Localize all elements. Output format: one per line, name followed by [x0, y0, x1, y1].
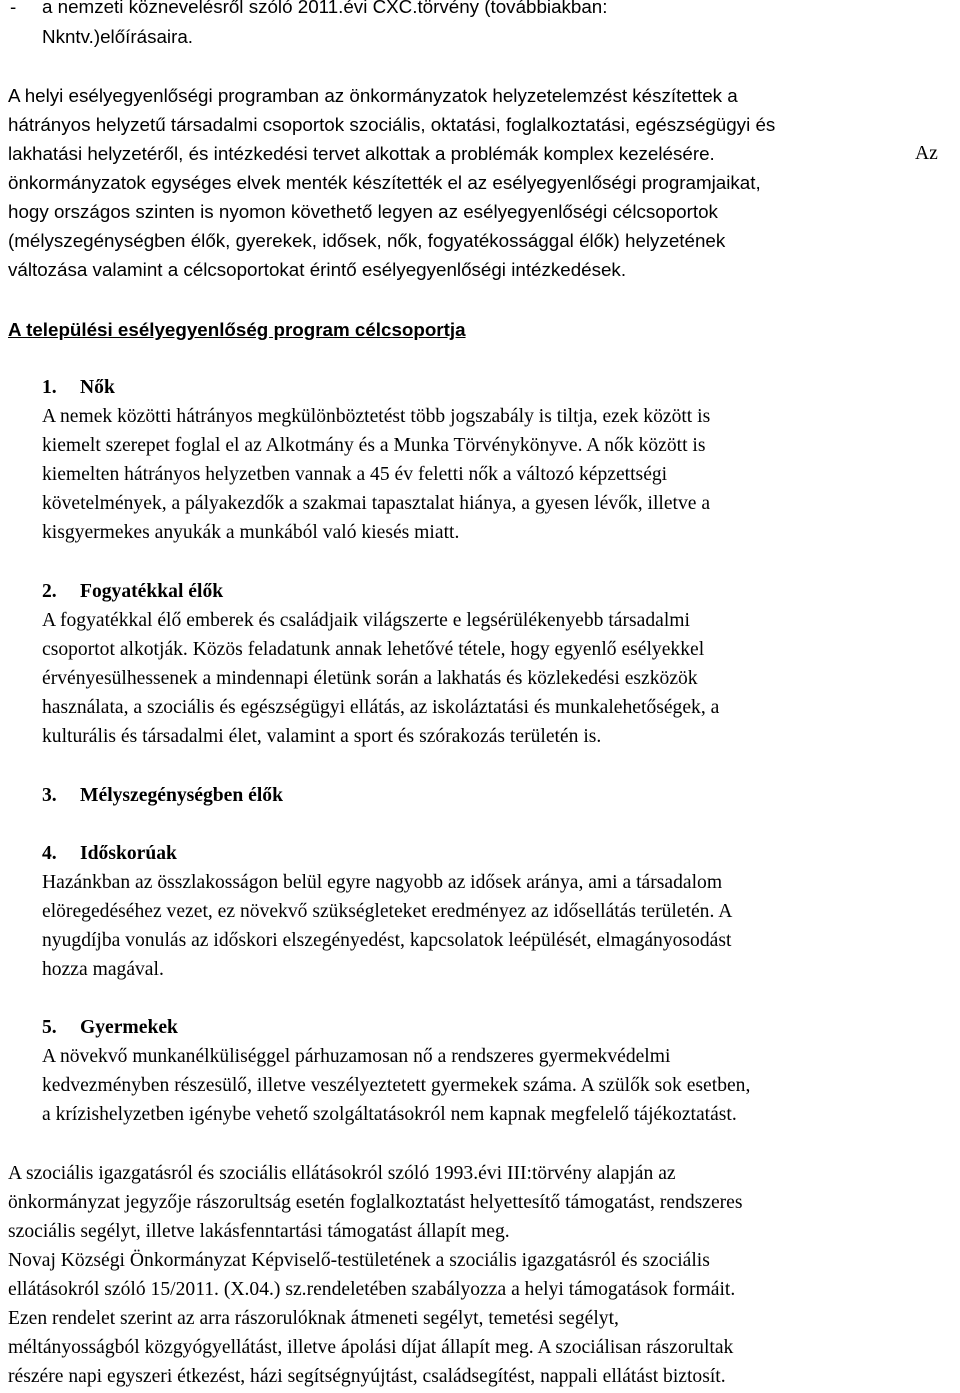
- group-text-line: érvényesülhessenek a mindennapi életünk során a lakhatás és közlekedési eszközök: [42, 668, 698, 689]
- group-text-line: A növekvő munkanélküliséggel párhuzamosan nő a rendszeres gyermekvédelmi: [42, 1046, 671, 1067]
- paragraph-line: méltányosságból közgyógyellátást, illetve ápolási díjat állapít meg. A szociálisan rászorultak: [8, 1337, 734, 1358]
- paragraph-line-tail: Az: [915, 143, 938, 164]
- group-text-line: használata, a szociális és egészségügyi ellátás, az iskoláztatási és munkalehetőségek, a: [42, 697, 720, 718]
- group-text-line: kiemelt szerepet foglal el az Alkotmány és a Munka Törvénykönyve. A nők között is: [42, 435, 706, 456]
- bullet-dash: -: [10, 0, 17, 17]
- group-text-line: csoportot alkotják. Közös feladatunk annak lehetővé tétele, hogy egyenlő esélyekkel: [42, 639, 705, 660]
- group-number: 5.: [42, 1017, 57, 1038]
- intro-line: a nemzeti köznevelésről szóló 2011.évi CXC.törvény (továbbiakban:: [42, 0, 608, 17]
- group-title: Mélyszegénységben élők: [80, 785, 283, 806]
- group-text-line: kedvezményben részesülő, illetve veszélyeztetett gyermekek száma. A szülők sok esetben,: [42, 1075, 751, 1096]
- group-title: Gyermekek: [80, 1017, 178, 1038]
- group-text-line: A fogyatékkal élő emberek és családjaik világszerte e legsérülékenyebb társadalmi: [42, 610, 690, 631]
- paragraph-line: önkormányzat jegyzője rászorultság esetén foglalkoztatást helyettesítő támogatást, rendszeres: [8, 1192, 743, 1213]
- group-text-line: kiemelten hátrányos helyzetben vannak a 45 év feletti nők a változó képzettségi: [42, 464, 668, 485]
- group-text-line: követelmények, a pályakezdők a szakmai tapasztalat hiánya, a gyesen lévők, illetve a: [42, 493, 711, 514]
- group-text-line: kulturális és társadalmi élet, valamint a sport és szórakozás területén is.: [42, 726, 602, 747]
- group-title: Nők: [80, 377, 115, 398]
- group-text-line: Hazánkban az összlakosságon belül egyre nagyobb az idősek aránya, ami a társadalom: [42, 872, 723, 893]
- paragraph-line: A helyi esélyegyenlőségi programban az önkormányzatok helyzetelemzést készítettek a: [8, 85, 738, 106]
- section-heading: A települési esélyegyenlőség program célcsoportja: [8, 319, 466, 340]
- paragraph-line: változása valamint a célcsoportokat érintő esélyegyenlőségi intézkedések.: [8, 259, 627, 280]
- group-text-line: a krízishelyzetben igénybe vehető szolgáltatásokról nem kapnak megfelelő tájékoztatást.: [42, 1104, 737, 1125]
- group-number: 3.: [42, 785, 57, 806]
- paragraph-line: hátrányos helyzetű társadalmi csoportok szociális, oktatási, foglalkoztatási, egészségügyi és: [8, 114, 776, 135]
- group-title: Időskorúak: [80, 843, 177, 864]
- paragraph-line: (mélyszegénységben élők, gyerekek, idősek, nők, fogyatékossággal élők) helyzetének: [8, 230, 726, 251]
- group-text-line: nyugdíjba vonulás az időskori elszegényedést, kapcsolatok leépülését, elmagányosodást: [42, 930, 732, 951]
- paragraph-line: önkormányzatok egységes elvek menték készítették el az esélyegyenlőségi programjaikat,: [8, 172, 761, 193]
- group-text-line: A nemek közötti hátrányos megkülönböztetést több jogszabály is tiltja, ezek között is: [42, 406, 711, 427]
- group-text-line: elöregedéséhez vezet, ez növekvő szükségleteket eredményez az idősellátás területén. A: [42, 901, 733, 922]
- paragraph-line: hogy országos szinten is nyomon követhető legyen az esélyegyenlőségi célcsoportok: [8, 201, 718, 222]
- paragraph-line: Ezen rendelet szerint az arra rászorulóknak átmeneti segélyt, temetési segélyt,: [8, 1308, 619, 1329]
- group-title: Fogyatékkal élők: [80, 581, 224, 602]
- paragraph-line: szociális segélyt, illetve lakásfenntartási támogatást állapít meg.: [8, 1221, 510, 1242]
- paragraph-line: ellátásokról szóló 15/2011. (X.04.) sz.rendeletében szabályozza a helyi támogatások formáit.: [8, 1279, 736, 1300]
- intro-line: Nkntv.)előírásaira.: [42, 26, 193, 47]
- group-number: 1.: [42, 377, 57, 398]
- paragraph-line: részére napi egyszeri étkezést, házi segítségnyújtást, családsegítést, nappali ellátást biztosít.: [8, 1366, 726, 1387]
- group-number: 4.: [42, 843, 57, 864]
- paragraph-line: A szociális igazgatásról és szociális ellátásokról szóló 1993.évi III:törvény alapján az: [8, 1163, 676, 1184]
- group-text-line: hozza magával.: [42, 959, 164, 980]
- group-number: 2.: [42, 581, 57, 602]
- paragraph-line: Novaj Községi Önkormányzat Képviselő-testületének a szociális igazgatásról és szociális: [8, 1250, 710, 1271]
- group-text-line: kisgyermekes anyukák a munkából való kiesés miatt.: [42, 522, 460, 543]
- paragraph-line: lakhatási helyzetéről, és intézkedési tervet alkottak a problémák komplex kezelésére.: [8, 143, 715, 164]
